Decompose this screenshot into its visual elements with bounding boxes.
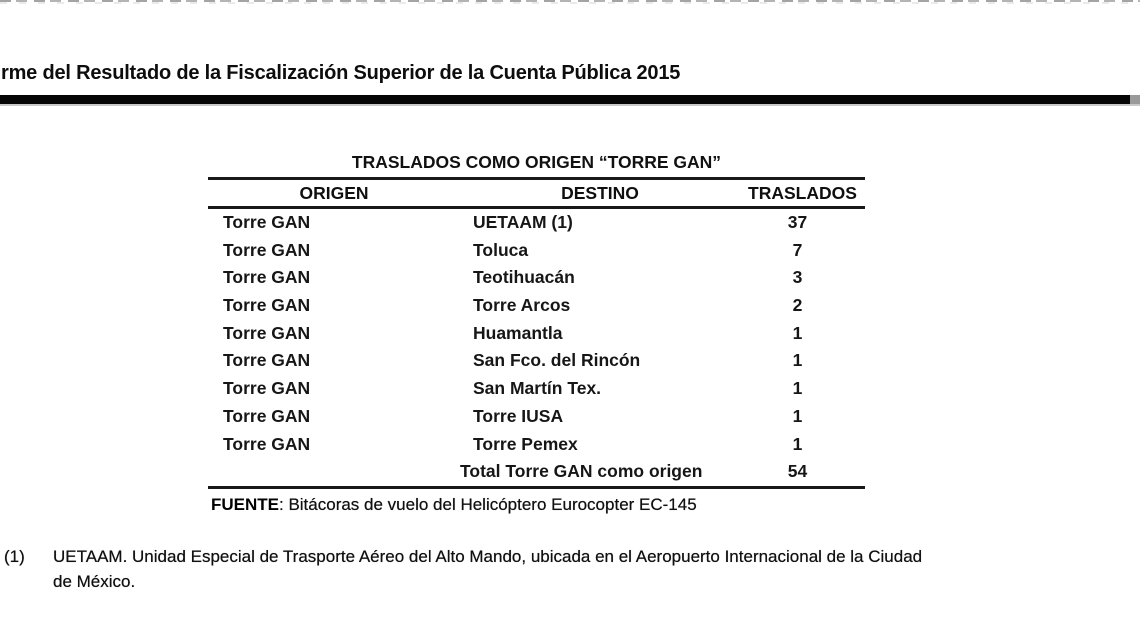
header-divider-bar-black [0,95,1130,104]
table-title: TRASLADOS COMO ORIGEN “TORRE GAN” [351,152,722,172]
cutoff-text-remnant-shadow [0,2,1140,4]
table-row [208,209,865,237]
cell-origen: Torre GAN [223,378,311,399]
source-label: FUENTE [211,495,279,514]
cell-destino: San Fco. del Rincón [473,350,641,371]
table-total-row [208,458,865,486]
cell-origen: Torre GAN [223,212,311,232]
table-row [208,431,865,459]
cell-destino: San Martín Tex. [473,378,602,399]
cell-traslados: 1 [792,405,803,426]
footnote-line: UETAAM. Unidad Especial de Trasporte Aéreo del Alto Mando, ubicada en el Aeropuerto Internacional de la Ciudad [53,547,923,566]
report-header-title: rme del Resultado de la Fiscalización Superior de la Cuenta Pública 2015 [1,62,681,84]
cell-traslados: 2 [792,295,803,316]
cell-origen: Torre GAN [223,433,311,454]
cell-destino: Total Torre GAN como origen [460,461,703,482]
footnote-text [53,544,922,594]
cell-traslados: 1 [792,350,803,371]
source-text: : Bitácoras de vuelo del Helicóptero Eurocopter EC-145 [279,495,697,514]
traslados-table [208,147,865,516]
cell-traslados: 1 [792,433,803,454]
cell-origen: Torre GAN [223,239,311,260]
cell-traslados: 1 [792,378,803,399]
table-source-note [208,494,865,516]
cell-origen [208,458,460,486]
table-row [208,403,865,431]
cell-origen: Torre GAN [223,267,311,288]
cell-origen: Torre GAN [223,405,311,426]
cell-destino: Torre IUSA [473,405,564,426]
footnote-1 [4,544,1136,594]
table-row [208,264,865,292]
footnote-marker: (1) [4,547,25,566]
cell-traslados: 7 [792,239,803,260]
cell-destino: UETAAM (1) [473,212,573,232]
footnote-line: de México. [53,572,136,591]
header-divider-bar-tail [1130,95,1140,104]
table-body [208,209,865,489]
header-divider-bar [0,95,1140,106]
cell-origen: Torre GAN [223,322,311,343]
column-header-origen: ORIGEN [299,183,369,203]
cell-destino: Torre Arcos [473,295,571,316]
table-row [208,375,865,403]
table-row [208,320,865,348]
cell-destino: Toluca [473,239,529,260]
cell-traslados: 37 [787,212,808,232]
table-header-row [208,177,865,209]
cell-traslados: 1 [792,322,803,343]
column-header-traslados: TRASLADOS [748,183,857,203]
table-row [208,237,865,265]
cell-traslados: 3 [792,267,803,288]
cell-origen: Torre GAN [223,295,311,316]
cell-traslados: 54 [787,461,808,482]
table-row [208,292,865,320]
table-row [208,347,865,375]
cell-destino: Huamantla [473,322,563,343]
cell-origen: Torre GAN [223,350,311,371]
cell-destino: Teotihuacán [473,267,575,288]
cell-destino: Torre Pemex [473,433,578,454]
column-header-destino: DESTINO [561,183,639,203]
